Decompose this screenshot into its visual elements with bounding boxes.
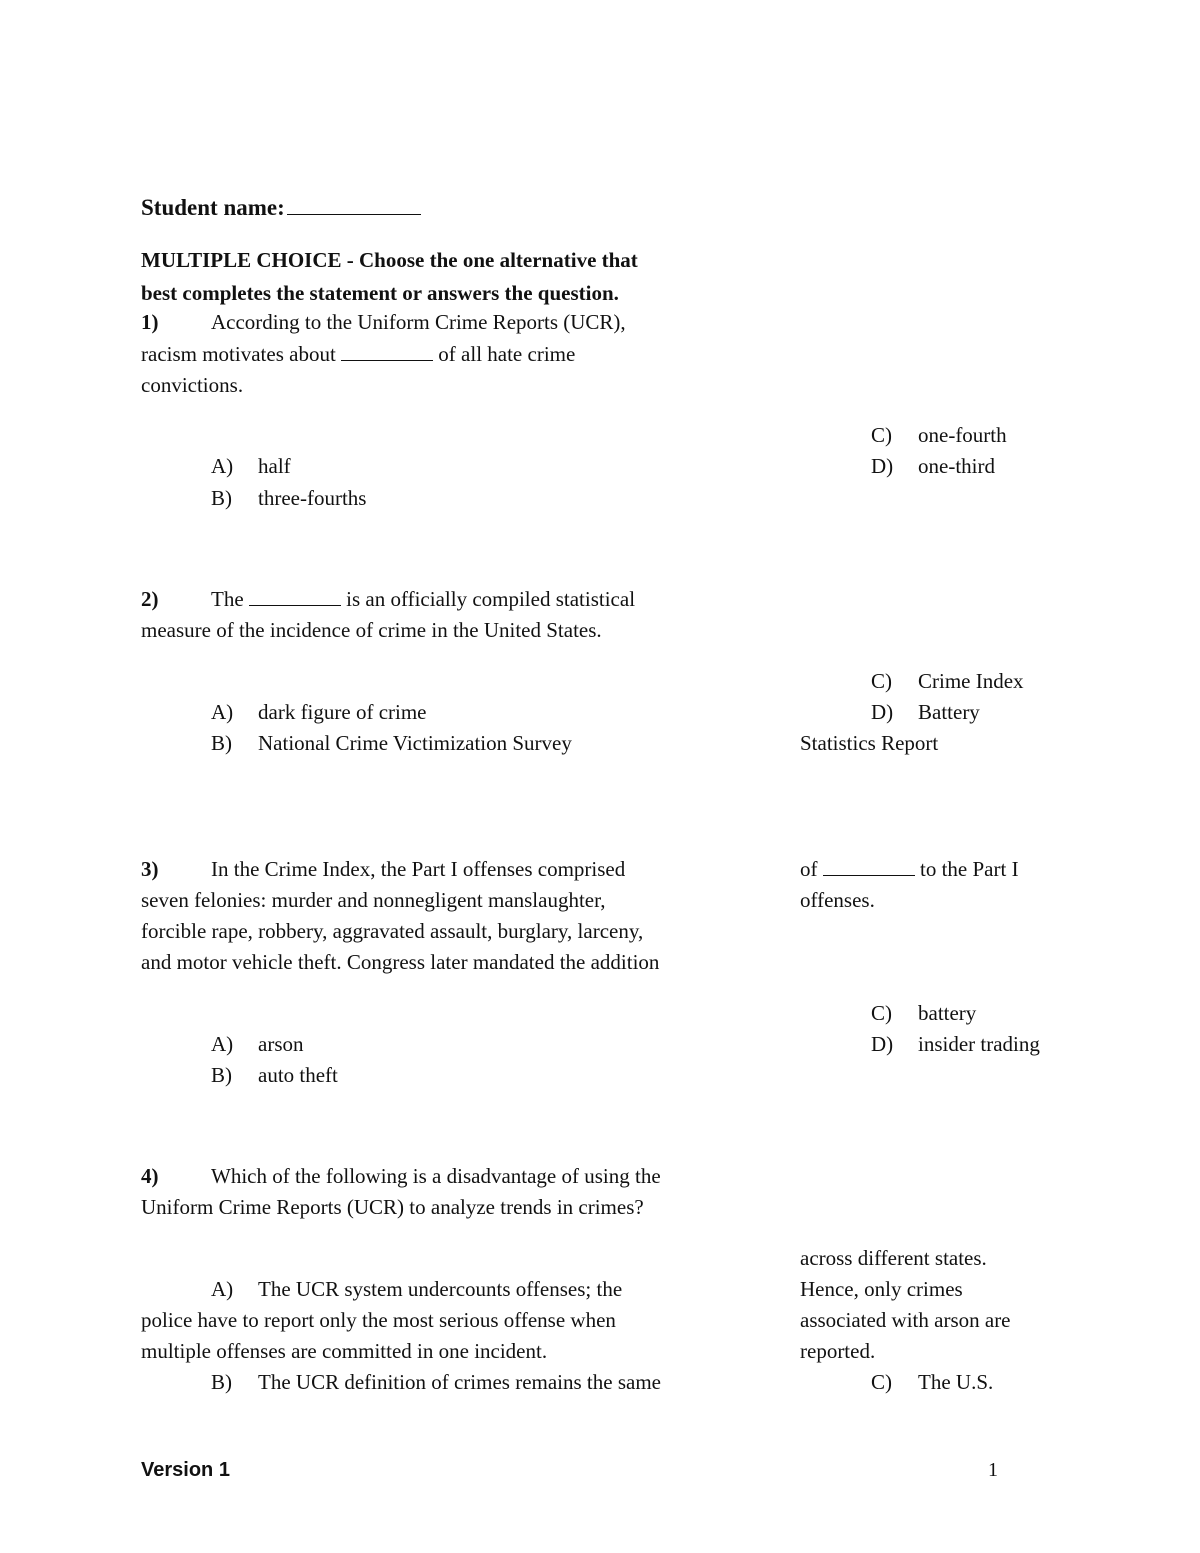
question-2-option-b[interactable]: B) National Crime Victimization Survey — [211, 731, 572, 755]
question-4-option-b-cont-3: associated with arson are — [800, 1308, 1011, 1332]
question-3-line-1: 3) In the Crime Index, the Part I offenses comprised — [141, 857, 626, 881]
question-2-option-a[interactable]: A) dark figure of crime — [211, 700, 427, 724]
question-3-option-b[interactable]: B) auto theft — [211, 1063, 338, 1087]
question-4-line-2: Uniform Crime Reports (UCR) to analyze trends in crimes? — [141, 1195, 644, 1219]
question-1-option-a[interactable]: A) half — [211, 454, 291, 478]
question-3-line-2: seven felonies: murder and nonnegligent manslaughter, — [141, 888, 606, 912]
question-4-number: 4) — [141, 1164, 159, 1188]
question-1-option-d[interactable]: D) one-third — [871, 454, 995, 478]
question-2-line-2: measure of the incidence of crime in the United States. — [141, 618, 602, 642]
footer-version: Version 1 — [141, 1459, 230, 1481]
question-3-option-a[interactable]: A) arson — [211, 1032, 304, 1056]
question-3-line-5: of to the Part I — [800, 857, 1019, 881]
student-name-blank — [287, 196, 421, 215]
question-2-option-d-continued: Statistics Report — [800, 731, 939, 755]
question-4-option-a-line-2: police have to report only the most serious offense when — [141, 1308, 616, 1332]
question-2-line-1: 2) The is an officially compiled statistical — [141, 587, 636, 611]
question-1-line-3: convictions. — [141, 373, 244, 397]
answer-blank — [341, 342, 433, 361]
page-number: 1 — [988, 1459, 998, 1481]
question-1-option-b[interactable]: B) three-fourths — [211, 486, 367, 510]
question-1-line-2: racism motivates about of all hate crime — [141, 342, 576, 366]
question-4-option-b[interactable]: B) The UCR definition of crimes remains the same — [211, 1370, 661, 1394]
question-4-option-b-cont-1: across different states. — [800, 1246, 987, 1270]
question-4-option-b-cont-2: Hence, only crimes — [800, 1277, 963, 1301]
question-2-option-d[interactable]: D) Battery — [871, 700, 980, 724]
question-4-option-b-cont-4: reported. — [800, 1339, 876, 1363]
question-3-line-4: and motor vehicle theft. Congress later mandated the addition — [141, 950, 660, 974]
instructions-line-2: best completes the statement or answers the question. — [141, 281, 619, 305]
instructions-line-1: MULTIPLE CHOICE - Choose the one alternative that — [141, 248, 638, 272]
question-1-number: 1) — [141, 310, 159, 334]
question-4-option-c[interactable]: C) The U.S. — [871, 1370, 994, 1394]
answer-blank — [823, 857, 915, 876]
question-1-option-c[interactable]: C) one-fourth — [871, 423, 1007, 447]
question-2-number: 2) — [141, 587, 159, 611]
question-4-option-a[interactable]: A) The UCR system undercounts offenses; the — [211, 1277, 623, 1301]
question-4-option-a-line-3: multiple offenses are committed in one incident. — [141, 1339, 548, 1363]
question-3-line-6: offenses. — [800, 888, 875, 912]
question-3-number: 3) — [141, 857, 159, 881]
student-name-label: Student name: — [141, 195, 421, 221]
question-3-option-d[interactable]: D) insider trading — [871, 1032, 1040, 1056]
question-3-option-c[interactable]: C) battery — [871, 1001, 977, 1025]
question-2-option-c[interactable]: C) Crime Index — [871, 669, 1024, 693]
question-3-line-3: forcible rape, robbery, aggravated assault, burglary, larceny, — [141, 919, 644, 943]
question-4-line-1: 4) Which of the following is a disadvantage of using the — [141, 1164, 661, 1188]
question-1-line-1: 1) According to the Uniform Crime Reports (UCR), — [141, 310, 626, 334]
answer-blank — [249, 587, 341, 606]
